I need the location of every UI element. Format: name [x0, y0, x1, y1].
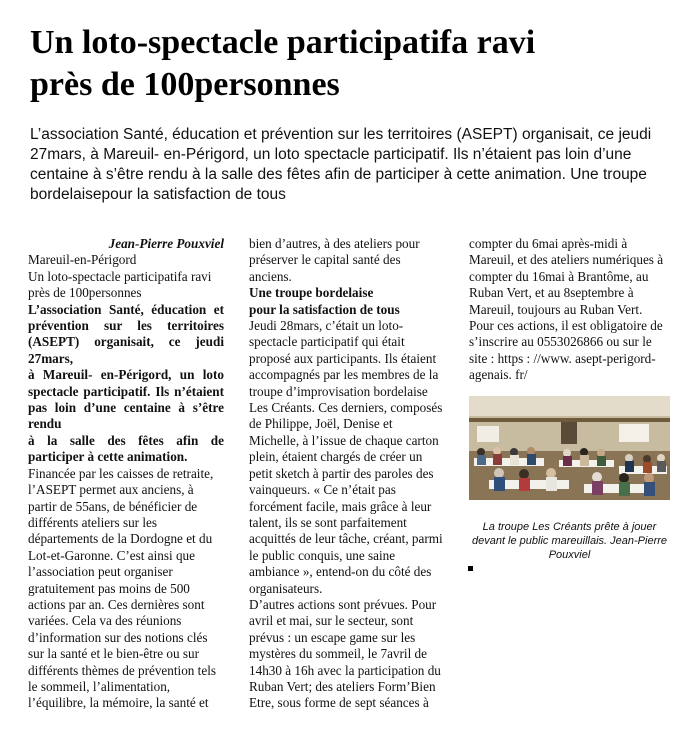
subhead-line-1: Une troupe bordelaise [249, 285, 374, 301]
photo-caption: La troupe Les Créants prête à jouer devant le public mareuillais. Jean-Pierre Pouxviel [471, 521, 668, 561]
article-title [30, 22, 670, 106]
black-square-icon [468, 566, 473, 571]
column-1-body: Financée par les caisses de retraite, l’ASEPT permet aux anciens, à partir de 55ans, de bénéficier de différents ateliers sur les départements de la Dordogne et du Lot-et-Garonne. C’est ainsi que l’association peut organiser gratuitement pas moins de 500 actions par an. Ces dernières sont variées. Cela va des réunions d’information sur des notions clés sur la santé et le bien-être ou sur différents thèmes de prévention tels le sommeil, l’alimentation, l’équilibre, la mémoire, la santé et [28, 465, 216, 711]
audience-photo-drawing [469, 396, 670, 500]
column-2-body-2: Jeudi 28mars, c’était un loto-spectacle participatif qui était proposé aux participants. Ils étaient accompagnés par les membres de la troupe d’improvisation bordelaise Les Créants. Ces derniers, composés de Philippe, Joël, Denise et Michelle, à l’issue de chaque carton plein, étaient chargés de créer un petit sketch à partir des paroles des vainqueurs. « Ce n’était pas forcément facile, mais grâce à leur talent, ils se sont parfaitement acquittés de leur tâche, créant, parmi le public conquis, une saine ambiance », entend-on du côté des organisateurs. [249, 318, 443, 596]
bold-intro-1: L’association Santé, éducation et prévention sur les territoires (ASEPT) organisait, ce jeudi 27mars, [28, 301, 224, 366]
audience-photo [469, 396, 670, 500]
column-3 [469, 236, 670, 384]
bold-intro-2: à Mareuil- en-Périgord, un loto spectacle participatif. Ils n’étaient pas loin d’une centaine à s’être rendu [28, 367, 224, 432]
dateline: Mareuil-en-Périgord [28, 252, 137, 268]
column-title-line-2: près de 100personnes [28, 285, 142, 301]
article-title-line-1: Un loto-spectacle participatifa ravi [30, 24, 536, 61]
column-title-line-1: Un loto-spectacle participatifa ravi [28, 268, 212, 284]
column-2 [249, 236, 445, 730]
column-2-body-3: D’autres actions sont prévues. Pour avril et mai, sur le secteur, sont prévus : un escape game sur les mystères du sommeil, le 7avril de 14h30 à 16h avec la participation du Ruban Vert; des ateliers Form’Bien Etre, sous forme de sept séances à [249, 596, 441, 711]
author-name: Jean-Pierre Pouxviel [108, 236, 224, 251]
column-2-body-1: bien d’autres, à des ateliers pour préserver le capital santé des anciens. [249, 236, 420, 284]
subhead-line-2: pour la satisfaction de tous [249, 301, 400, 317]
bold-intro-3: à la salle des fêtes afin de participer à cette animation. [28, 432, 224, 465]
column-1 [28, 236, 224, 730]
article-lead: L’association Santé, éducation et prévention sur les territoires (ASEPT) organisait, ce jeudi 27mars, à Mareuil- en-Périgord, un loto spectacle participatif. Ils n’étaient pas loin d’une centaine à s’être rendu à la salle des fêtes afin de participer à cette animation. Une troupe bordelaisepour la satisfaction de tous [30, 126, 652, 203]
column-3-body: compter du 6mai après-midi à Mareuil, et des ateliers numériques à compter du 16mai à Brantôme, au Ruban Vert, et au 8septembre à Mareuil, toujours au Ruban Vert. Pour ces actions, il est obligatoire de s’inscrire au 0553026866 ou sur le site : https : //www. asept-perigord-agenais. fr/ [469, 236, 664, 383]
article-title-line-2: près de 100personnes [30, 66, 340, 103]
